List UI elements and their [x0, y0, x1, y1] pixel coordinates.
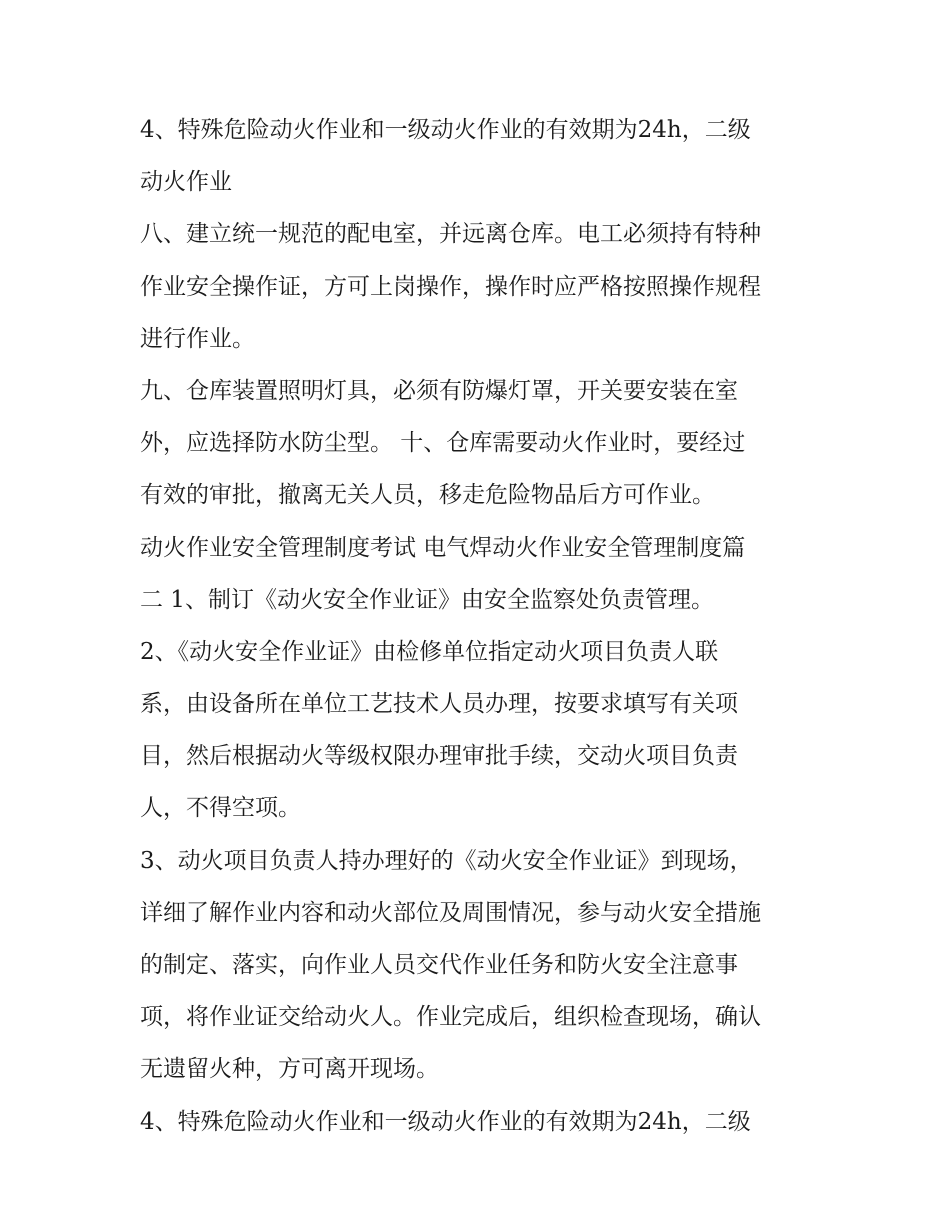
text-line: 八、建立统一规范的配电室，并远离仓库。电工必须持有特种: [140, 221, 761, 248]
text-line: 进行作业。: [140, 325, 255, 352]
text-line: 二 1、制订《动火安全作业证》由安全监察处负责管理。: [140, 586, 714, 613]
text-line: 4、特殊危险动火作业和一级动火作业的有效期为24h，二级: [140, 117, 751, 143]
text-line: 动火作业: [140, 169, 232, 196]
text-line: 的制定、落实，向作业人员交代作业任务和防火安全注意事: [140, 952, 738, 978]
text-line: 九、仓库装置照明灯具，必须有防爆灯罩，开关要安装在室: [140, 377, 738, 404]
document-body: [140, 104, 820, 1148]
text-line: 4、特殊危险动火作业和一级动火作业的有效期为24h，二级: [140, 1108, 751, 1135]
text-line: 作业安全操作证，方可上岗操作，操作时应严格按照操作规程: [140, 273, 761, 300]
text-line: 动火作业安全管理制度考试 电气焊动火作业安全管理制度篇: [140, 534, 746, 561]
text-line: 人，不得空项。: [140, 795, 301, 822]
text-line: 无遗留火种，方可离开现场。: [140, 1056, 439, 1083]
text-line: 详细了解作业内容和动火部位及周围情况，参与动火安全措施: [140, 899, 761, 926]
text-line: 3、动火项目负责人持办理好的《动火安全作业证》到现场，: [140, 847, 753, 874]
text-line: 目，然后根据动火等级权限办理审批手续，交动火项目负责: [140, 743, 738, 770]
text-line: 项，将作业证交给动火人。作业完成后，组织检查现场，确认: [140, 1004, 761, 1031]
text-line: 外，应选择防水防尘型。 十、仓库需要动火作业时，要经过: [140, 430, 746, 457]
text-line: 2、《动火安全作业证》由检修单位指定动火项目负责人联: [140, 638, 719, 665]
text-line: 系，由设备所在单位工艺技术人员办理，按要求填写有关项: [140, 691, 738, 718]
text-line: 有效的审批，撤离无关人员，移走危险物品后方可作业。: [140, 482, 715, 509]
